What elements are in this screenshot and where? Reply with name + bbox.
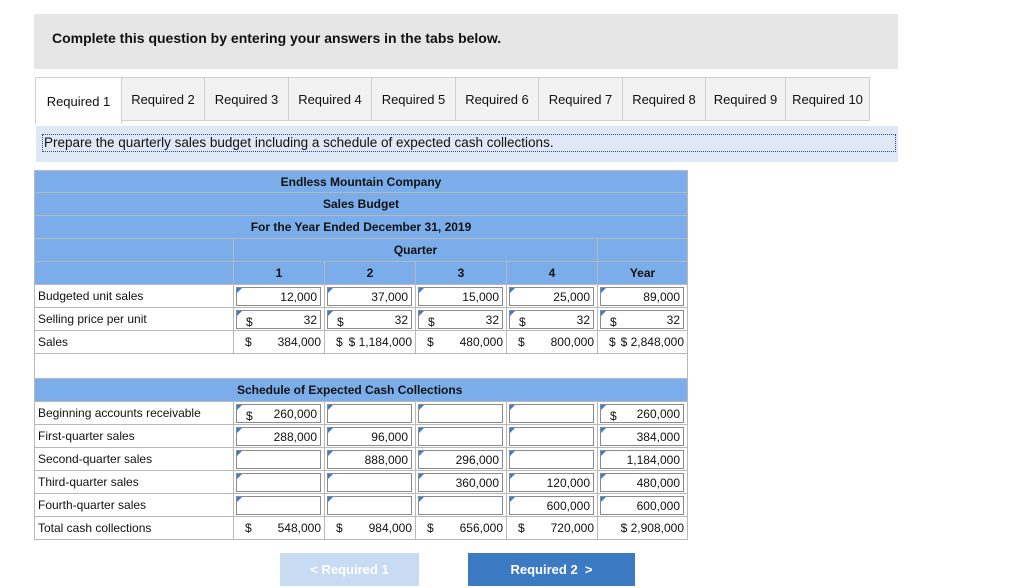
prev-required-button[interactable] <box>280 553 419 586</box>
next-button-label: Required 2 > <box>510 562 593 577</box>
cash-input-field[interactable] <box>600 450 684 469</box>
next-required-button[interactable] <box>468 553 635 586</box>
cash-cell <box>325 517 416 540</box>
cash-cell <box>325 425 416 448</box>
column-header-4: 4 <box>507 262 598 285</box>
cash-input-field[interactable] <box>236 496 321 515</box>
cash-cell <box>416 471 507 494</box>
cash-cell <box>507 471 598 494</box>
cash-input-field[interactable] <box>327 404 412 423</box>
cash-input-field[interactable] <box>600 427 684 446</box>
cash-cell <box>507 517 598 540</box>
dollar-sign: $ <box>609 335 616 349</box>
cash-cell <box>325 448 416 471</box>
budget-cell <box>234 308 325 331</box>
budget-period-row-cell <box>34 216 688 239</box>
company-cell <box>34 170 688 193</box>
cash-cell <box>416 448 507 471</box>
column-header-3: 3 <box>416 262 507 285</box>
budget-cell <box>598 285 688 308</box>
cell-value: 360,000 <box>455 476 499 490</box>
cash-cell <box>416 517 507 540</box>
budget-input-field[interactable] <box>418 310 503 329</box>
cell-value: 120,000 <box>546 476 590 490</box>
budget-cell <box>598 331 688 354</box>
cash-cell <box>598 425 688 448</box>
cash-cell <box>234 402 325 425</box>
tab-required-4[interactable]: Required 4 <box>289 77 372 121</box>
budget-cell <box>598 308 688 331</box>
cash-input-field[interactable] <box>600 473 684 492</box>
cash-row-2 <box>34 448 688 471</box>
cash-cell <box>598 471 688 494</box>
budget-cell <box>416 308 507 331</box>
cell-value: 25,000 <box>553 290 590 304</box>
cash-cell <box>416 494 507 517</box>
cash-input-field[interactable] <box>418 450 503 469</box>
cash-input-field[interactable] <box>418 496 503 515</box>
cash-input-field[interactable] <box>327 450 412 469</box>
cash-cell <box>598 517 688 540</box>
quarter-label-blank <box>34 239 234 262</box>
tab-required-3[interactable]: Required 3 <box>205 77 289 121</box>
cash-row-3 <box>34 471 688 494</box>
column-header-5: Year <box>598 262 688 285</box>
cash-input-field[interactable] <box>509 404 594 423</box>
tab-required-6[interactable]: Required 6 <box>456 77 539 121</box>
budget-input-field[interactable] <box>418 287 503 306</box>
column-header-blank <box>34 262 234 285</box>
budget-cell <box>325 331 416 354</box>
cash-row-label: Third-quarter sales <box>34 471 234 494</box>
cell-value: 32 <box>485 313 499 327</box>
budget-title-row-text: Sales Budget <box>322 197 400 211</box>
dollar-sign: $ <box>245 335 252 349</box>
cash-row-label: First-quarter sales <box>34 425 234 448</box>
tab-bar <box>35 77 870 123</box>
cash-row-label: Second-quarter sales <box>34 448 234 471</box>
budget-cell <box>416 285 507 308</box>
cash-cell <box>416 402 507 425</box>
cash-cell <box>507 494 598 517</box>
cash-input-field[interactable] <box>509 427 594 446</box>
cash-cell <box>507 448 598 471</box>
cash-input-field[interactable] <box>236 450 321 469</box>
cash-row-4 <box>34 494 688 517</box>
tab-required-10[interactable]: Required 10 <box>786 77 870 121</box>
dollar-sign: $ <box>336 521 343 535</box>
cell-value: 288,000 <box>273 430 317 444</box>
cash-row-label: Fourth-quarter sales <box>34 494 234 517</box>
budget-input-field[interactable] <box>600 287 684 306</box>
cash-cell <box>234 517 325 540</box>
cash-input-field[interactable] <box>236 404 321 423</box>
quarter-label-cell <box>234 239 598 262</box>
budget-row-2 <box>34 331 688 354</box>
spacer-row <box>34 354 688 379</box>
cell-value: 32 <box>576 313 590 327</box>
cell-value: 12,000 <box>280 290 317 304</box>
cell-value: 96,000 <box>371 430 408 444</box>
dollar-sign: $ <box>246 315 253 329</box>
budget-cell <box>234 331 325 354</box>
budget-period-row <box>34 216 688 239</box>
dollar-sign: $ <box>427 521 434 535</box>
budget-input-field[interactable] <box>509 310 594 329</box>
cell-value: 1,184,000 <box>626 453 680 467</box>
cash-cell <box>325 402 416 425</box>
quarter-label-row <box>34 239 688 262</box>
cash-input-field[interactable] <box>600 404 684 423</box>
budget-title-row <box>34 193 688 216</box>
budget-cell <box>325 308 416 331</box>
budget-cell <box>507 285 598 308</box>
cell-value: $ 1,184,000 <box>348 335 412 349</box>
tab-required-1[interactable]: Required 1 <box>35 77 122 124</box>
budget-row-label: Selling price per unit <box>34 308 234 331</box>
cell-value: 296,000 <box>455 453 499 467</box>
cash-cell <box>598 494 688 517</box>
budget-row-0 <box>34 285 688 308</box>
header-instruction: Complete this question by entering your answers in the tabs below. <box>52 30 502 46</box>
cash-row-label: Total cash collections <box>34 517 234 540</box>
cash-title: Schedule of Expected Cash Collections <box>237 383 463 397</box>
budget-row-1 <box>34 308 688 331</box>
cell-value: 800,000 <box>550 335 594 349</box>
dollar-sign: $ <box>245 521 252 535</box>
budget-input-field[interactable] <box>236 310 321 329</box>
cash-input-field[interactable] <box>600 496 684 515</box>
cash-row-0 <box>34 402 688 425</box>
cash-cell <box>416 425 507 448</box>
dollar-sign: $ <box>246 409 253 423</box>
dollar-sign: $ <box>610 315 617 329</box>
cash-input-field[interactable] <box>327 473 412 492</box>
cash-cell <box>234 425 325 448</box>
dollar-sign: $ <box>610 409 617 423</box>
cell-value: 32 <box>394 313 408 327</box>
header-bar <box>34 14 898 69</box>
budget-input-field[interactable] <box>327 310 412 329</box>
cash-cell <box>234 448 325 471</box>
tab-required-7[interactable]: Required 7 <box>539 77 623 121</box>
dollar-sign: $ <box>519 315 526 329</box>
dollar-sign: $ <box>337 315 344 329</box>
budget-row-label: Budgeted unit sales <box>34 285 234 308</box>
cell-value: $ 2,908,000 <box>620 521 684 535</box>
cash-input-field[interactable] <box>418 473 503 492</box>
cash-cell <box>598 402 688 425</box>
cell-value: 480,000 <box>636 476 680 490</box>
cell-value: $ 2,848,000 <box>620 335 684 349</box>
budget-row-label: Sales <box>34 331 234 354</box>
dollar-sign: $ <box>428 315 435 329</box>
cash-input-field[interactable] <box>418 427 503 446</box>
cash-input-field[interactable] <box>509 450 594 469</box>
cash-input-field[interactable] <box>327 427 412 446</box>
cash-title-cell <box>34 379 688 402</box>
cell-value: 37,000 <box>371 290 408 304</box>
cash-cell <box>325 494 416 517</box>
prev-button-label: < Required 1 <box>310 562 389 577</box>
cell-value: 720,000 <box>550 521 594 535</box>
column-header-row <box>34 262 688 285</box>
cell-value: 600,000 <box>636 499 680 513</box>
cash-input-field[interactable] <box>327 496 412 515</box>
budget-input-field[interactable] <box>600 310 684 329</box>
budget-cell <box>507 331 598 354</box>
cash-row-1 <box>34 425 688 448</box>
budget-cell <box>234 285 325 308</box>
cash-title-row <box>34 379 688 402</box>
cash-input-field[interactable] <box>509 473 594 492</box>
dollar-sign: $ <box>427 335 434 349</box>
tab-required-9[interactable]: Required 9 <box>706 77 786 121</box>
cell-value: 384,000 <box>277 335 321 349</box>
cell-value: 260,000 <box>273 407 317 421</box>
tab-required-5[interactable]: Required 5 <box>372 77 456 121</box>
cell-value: 656,000 <box>459 521 503 535</box>
cash-cell <box>507 425 598 448</box>
cell-value: 600,000 <box>546 499 590 513</box>
cash-input-field[interactable] <box>418 404 503 423</box>
cash-cell <box>325 471 416 494</box>
dollar-sign: $ <box>518 335 525 349</box>
cash-input-field[interactable] <box>509 496 594 515</box>
quarter-year-blank <box>598 239 688 262</box>
cell-value: 89,000 <box>643 290 680 304</box>
cell-value: 32 <box>666 313 680 327</box>
column-header-2: 2 <box>325 262 416 285</box>
cell-value: 32 <box>303 313 317 327</box>
budget-company-row <box>34 170 688 193</box>
column-header-1: 1 <box>234 262 325 285</box>
tab-required-8[interactable]: Required 8 <box>623 77 706 121</box>
dollar-sign: $ <box>518 521 525 535</box>
spacer-cell <box>34 354 688 379</box>
cell-value: 384,000 <box>636 430 680 444</box>
cash-input-field[interactable] <box>236 427 321 446</box>
budget-cell <box>416 331 507 354</box>
cell-value: 888,000 <box>364 453 408 467</box>
quarter-label: Quarter <box>393 243 438 257</box>
cell-value: 984,000 <box>368 521 412 535</box>
cash-row-5 <box>34 517 688 540</box>
tab-required-2[interactable]: Required 2 <box>122 77 205 121</box>
cell-value: 480,000 <box>459 335 503 349</box>
company-name: Endless Mountain Company <box>280 175 442 189</box>
cell-value: 15,000 <box>462 290 499 304</box>
budget-cell <box>507 308 598 331</box>
budget-input-field[interactable] <box>509 287 594 306</box>
cash-row-label: Beginning accounts receivable <box>34 402 234 425</box>
cell-value: 260,000 <box>636 407 680 421</box>
budget-input-field[interactable] <box>236 287 321 306</box>
budget-period-row-text: For the Year Ended December 31, 2019 <box>250 220 472 234</box>
instruction-panel <box>36 126 898 162</box>
budget-title-row-cell <box>34 193 688 216</box>
cell-value: 548,000 <box>277 521 321 535</box>
cash-cell <box>598 448 688 471</box>
cash-input-field[interactable] <box>236 473 321 492</box>
instruction-text: Prepare the quarterly sales budget including a schedule of expected cash collections. <box>42 134 896 152</box>
cash-cell <box>234 471 325 494</box>
budget-input-field[interactable] <box>327 287 412 306</box>
cash-cell <box>234 494 325 517</box>
dollar-sign: $ <box>336 335 343 349</box>
cash-cell <box>507 402 598 425</box>
budget-cell <box>325 285 416 308</box>
